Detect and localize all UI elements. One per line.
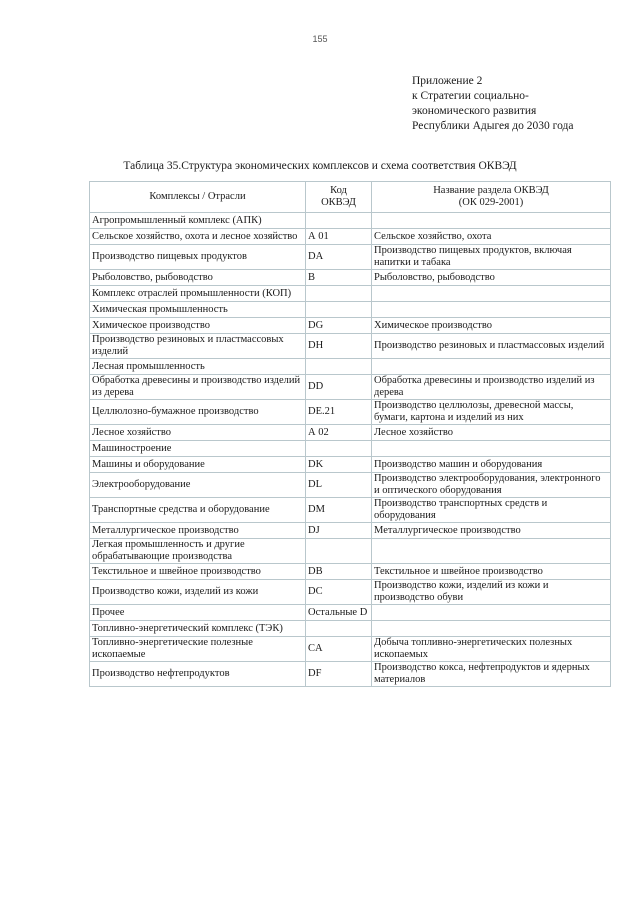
section-cell: Производство кокса, нефтепродуктов и ядерных материалов	[372, 662, 611, 687]
code-cell: B	[306, 270, 372, 286]
branch-cell: Машины и оборудование	[90, 457, 306, 473]
appendix-line: к Стратегии социально-	[412, 90, 529, 102]
code-cell	[306, 359, 372, 375]
branch-cell: Топливно-энергетический комплекс (ТЭК)	[90, 621, 306, 637]
section-cell: Металлургическое производство	[372, 523, 611, 539]
table-row	[90, 425, 611, 441]
code-cell: DJ	[306, 523, 372, 539]
code-cell	[306, 441, 372, 457]
section-cell: Производство транспортных средств и оборудования	[372, 498, 611, 523]
table-row	[90, 229, 611, 245]
branch-cell: Производство резиновых и пластмассовых изделий	[90, 334, 306, 359]
branch-cell: Лесная промышленность	[90, 359, 306, 375]
branch-cell: Рыболовство, рыбоводство	[90, 270, 306, 286]
table-row	[90, 605, 611, 621]
branch-cell: Химическое производство	[90, 318, 306, 334]
section-cell	[372, 605, 611, 621]
branch-cell: Производство кожи, изделий из кожи	[90, 580, 306, 605]
table-row	[90, 245, 611, 270]
code-cell: А 02	[306, 425, 372, 441]
code-cell: DG	[306, 318, 372, 334]
header-branches: Комплексы / Отрасли	[90, 182, 306, 213]
table-row	[90, 270, 611, 286]
branch-cell: Текстильное и швейное производство	[90, 564, 306, 580]
branch-cell: Топливно-энергетические полезные ископаемые	[90, 637, 306, 662]
section-cell	[372, 359, 611, 375]
code-cell: DB	[306, 564, 372, 580]
code-cell	[306, 302, 372, 318]
code-cell: DC	[306, 580, 372, 605]
table-row	[90, 473, 611, 498]
code-cell	[306, 213, 372, 229]
branch-cell: Прочее	[90, 605, 306, 621]
header-section: Название раздела ОКВЭД (ОК 029-2001)	[372, 182, 611, 213]
section-cell: Производство целлюлозы, древесной массы, бумаги, картона и изделий из них	[372, 400, 611, 425]
table-row	[90, 213, 611, 229]
section-cell: Производство машин и оборудования	[372, 457, 611, 473]
code-cell: CA	[306, 637, 372, 662]
table-row	[90, 637, 611, 662]
table-body	[90, 213, 611, 687]
section-cell: Производство кожи, изделий из кожи и производство обуви	[372, 580, 611, 605]
table-row	[90, 523, 611, 539]
okved-table	[89, 181, 611, 687]
code-cell: DA	[306, 245, 372, 270]
branch-cell: Транспортные средства и оборудование	[90, 498, 306, 523]
code-cell	[306, 621, 372, 637]
code-cell	[306, 286, 372, 302]
appendix-line: Республики Адыгея до 2030 года	[412, 120, 574, 132]
table-row	[90, 359, 611, 375]
section-cell	[372, 286, 611, 302]
table-row	[90, 318, 611, 334]
table-row	[90, 302, 611, 318]
table-row	[90, 580, 611, 605]
code-cell: Остальные D	[306, 605, 372, 621]
section-cell: Производство резиновых и пластмассовых изделий	[372, 334, 611, 359]
code-cell: А 01	[306, 229, 372, 245]
branch-cell: Лесное хозяйство	[90, 425, 306, 441]
section-cell: Производство пищевых продуктов, включая напитки и табака	[372, 245, 611, 270]
header-code: Код ОКВЭД	[306, 182, 372, 213]
table-row	[90, 375, 611, 400]
section-cell: Обработка древесины и производство изделий из дерева	[372, 375, 611, 400]
code-cell: DL	[306, 473, 372, 498]
branch-cell: Легкая промышленность и другие обрабатывающие производства	[90, 539, 306, 564]
table-row	[90, 564, 611, 580]
section-cell: Рыболовство, рыбоводство	[372, 270, 611, 286]
branch-cell: Агропромышленный комплекс (АПК)	[90, 213, 306, 229]
code-cell: DK	[306, 457, 372, 473]
section-cell	[372, 539, 611, 564]
branch-cell: Электрооборудование	[90, 473, 306, 498]
appendix-line: Приложение 2	[412, 75, 483, 87]
code-cell: DH	[306, 334, 372, 359]
table-row	[90, 441, 611, 457]
branch-cell: Производство нефтепродуктов	[90, 662, 306, 687]
table-row	[90, 400, 611, 425]
branch-cell: Комплекс отраслей промышленности (КОП)	[90, 286, 306, 302]
table-row	[90, 539, 611, 564]
section-cell	[372, 213, 611, 229]
appendix-line: экономического развития	[412, 105, 537, 117]
section-cell: Лесное хозяйство	[372, 425, 611, 441]
branch-cell: Металлургическое производство	[90, 523, 306, 539]
table-row	[90, 621, 611, 637]
section-cell	[372, 441, 611, 457]
section-cell: Химическое производство	[372, 318, 611, 334]
section-cell: Сельское хозяйство, охота	[372, 229, 611, 245]
appendix-note	[412, 74, 573, 134]
section-cell: Добыча топливно-энергетических полезных ископаемых	[372, 637, 611, 662]
page-number: 155	[312, 34, 328, 44]
code-cell: DE.21	[306, 400, 372, 425]
branch-cell: Химическая промышленность	[90, 302, 306, 318]
table-title: Таблица 35.Структура экономических комплексов и схема соответствия ОКВЭД	[123, 160, 517, 172]
code-cell: DF	[306, 662, 372, 687]
table-header-row	[90, 182, 611, 213]
table-row	[90, 662, 611, 687]
branch-cell: Сельское хозяйство, охота и лесное хозяйство	[90, 229, 306, 245]
branch-cell: Целлюлозно-бумажное производство	[90, 400, 306, 425]
table-row	[90, 457, 611, 473]
table-row	[90, 498, 611, 523]
code-cell: DD	[306, 375, 372, 400]
section-cell	[372, 302, 611, 318]
table-row	[90, 286, 611, 302]
branch-cell: Производство пищевых продуктов	[90, 245, 306, 270]
table-row	[90, 334, 611, 359]
code-cell	[306, 539, 372, 564]
section-cell	[372, 621, 611, 637]
section-cell: Производство электрооборудования, электронного и оптического оборудования	[372, 473, 611, 498]
code-cell: DM	[306, 498, 372, 523]
section-cell: Текстильное и швейное производство	[372, 564, 611, 580]
branch-cell: Обработка древесины и производство изделий из дерева	[90, 375, 306, 400]
branch-cell: Машиностроение	[90, 441, 306, 457]
